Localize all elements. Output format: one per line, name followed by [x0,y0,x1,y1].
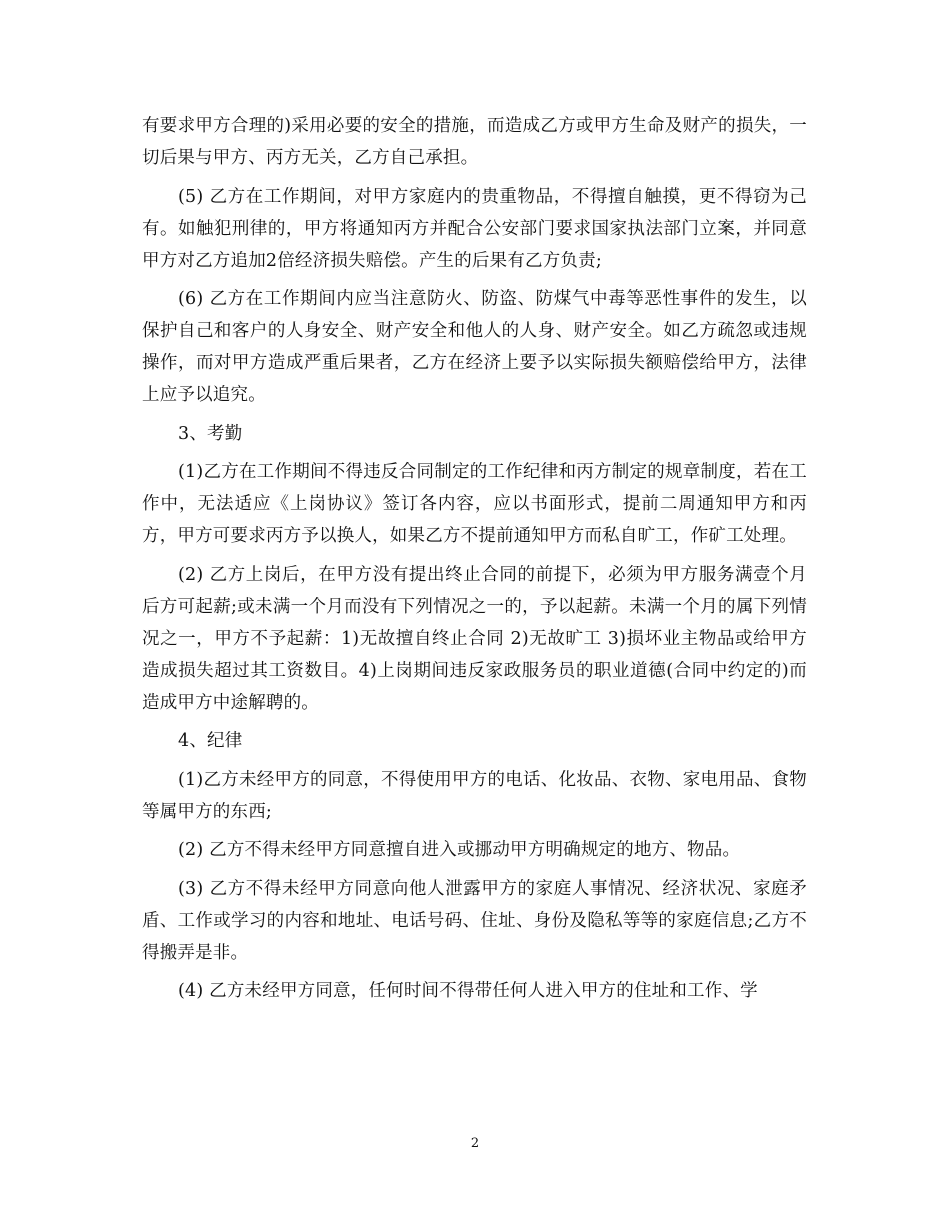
paragraph-6: (2) 乙方上岗后，在甲方没有提出终止合同的前提下，必须为甲方服务满壹个月后方可起薪;或未满一个月而没有下列情况之一的，予以起薪。未满一个月的属下列情况之一，甲方不予起薪：1)无故擅自终止合同 2)无故旷工 3)损坏业主物品或给甲方造成损失超过其工资数目。4)上岗期间违反家政服务员的职业道德(合同中约定的)而造成甲方中途解聘的。 [142,564,807,713]
document-body [142,110,807,1014]
paragraph-8: (1)乙方未经甲方的同意，不得使用甲方的电话、化妆品、衣物、家电用品、食物等属甲方的东西; [142,769,807,822]
paragraph-3: (6) 乙方在工作期间内应当注意防火、防盗、防煤气中毒等恶性事件的发生，以保护自己和客户的人身安全、财产安全和他人的人身、财产安全。如乙方疏忽或违规操作，而对甲方造成严重后果者，乙方在经济上要予以实际损失额赔偿给甲方，法律上应予以追究。 [142,289,807,405]
page-number: 2 [470,1136,480,1151]
section-heading-discipline: 4、纪律 [178,731,243,751]
paragraph-9: (2) 乙方不得未经甲方同意擅自进入或挪动甲方明确规定的地方、物品。 [178,840,741,860]
section-heading-attendance: 3、考勤 [178,423,243,444]
paragraph-10: (3) 乙方不得未经甲方同意向他人泄露甲方的家庭人事情况、经济状况、家庭矛盾、工作或学习的内容和地址、电话号码、住址、身份及隐私等等的家庭信息;乙方不得搬弄是非。 [142,878,807,963]
paragraph-5: (1)乙方在工作期间不得违反合同制定的工作纪律和丙方制定的规章制度，若在工作中，无法适应《上岗协议》签订各内容，应以书面形式，提前二周通知甲方和丙方，甲方可要求丙方予以换人，如果乙方不提前通知甲方而私自旷工，作矿工处理。 [142,462,807,546]
paragraph-1: 有要求甲方合理的)采用必要的安全的措施，而造成乙方或甲方生命及财产的损失，一切后果与甲方、丙方无关，乙方自己承担。 [142,116,807,168]
paragraph-11: (4) 乙方未经甲方同意，任何时间不得带任何人进入甲方的住址和工作、学 [178,981,758,1001]
paragraph-2: (5) 乙方在工作期间，对甲方家庭内的贵重物品，不得擅自触摸，更不得窃为己有。如触犯刑律的，甲方将通知丙方并配合公安部门要求国家执法部门立案，并同意甲方对乙方追加2倍经济损失赔偿。产生的后果有乙方负责; [142,186,807,271]
